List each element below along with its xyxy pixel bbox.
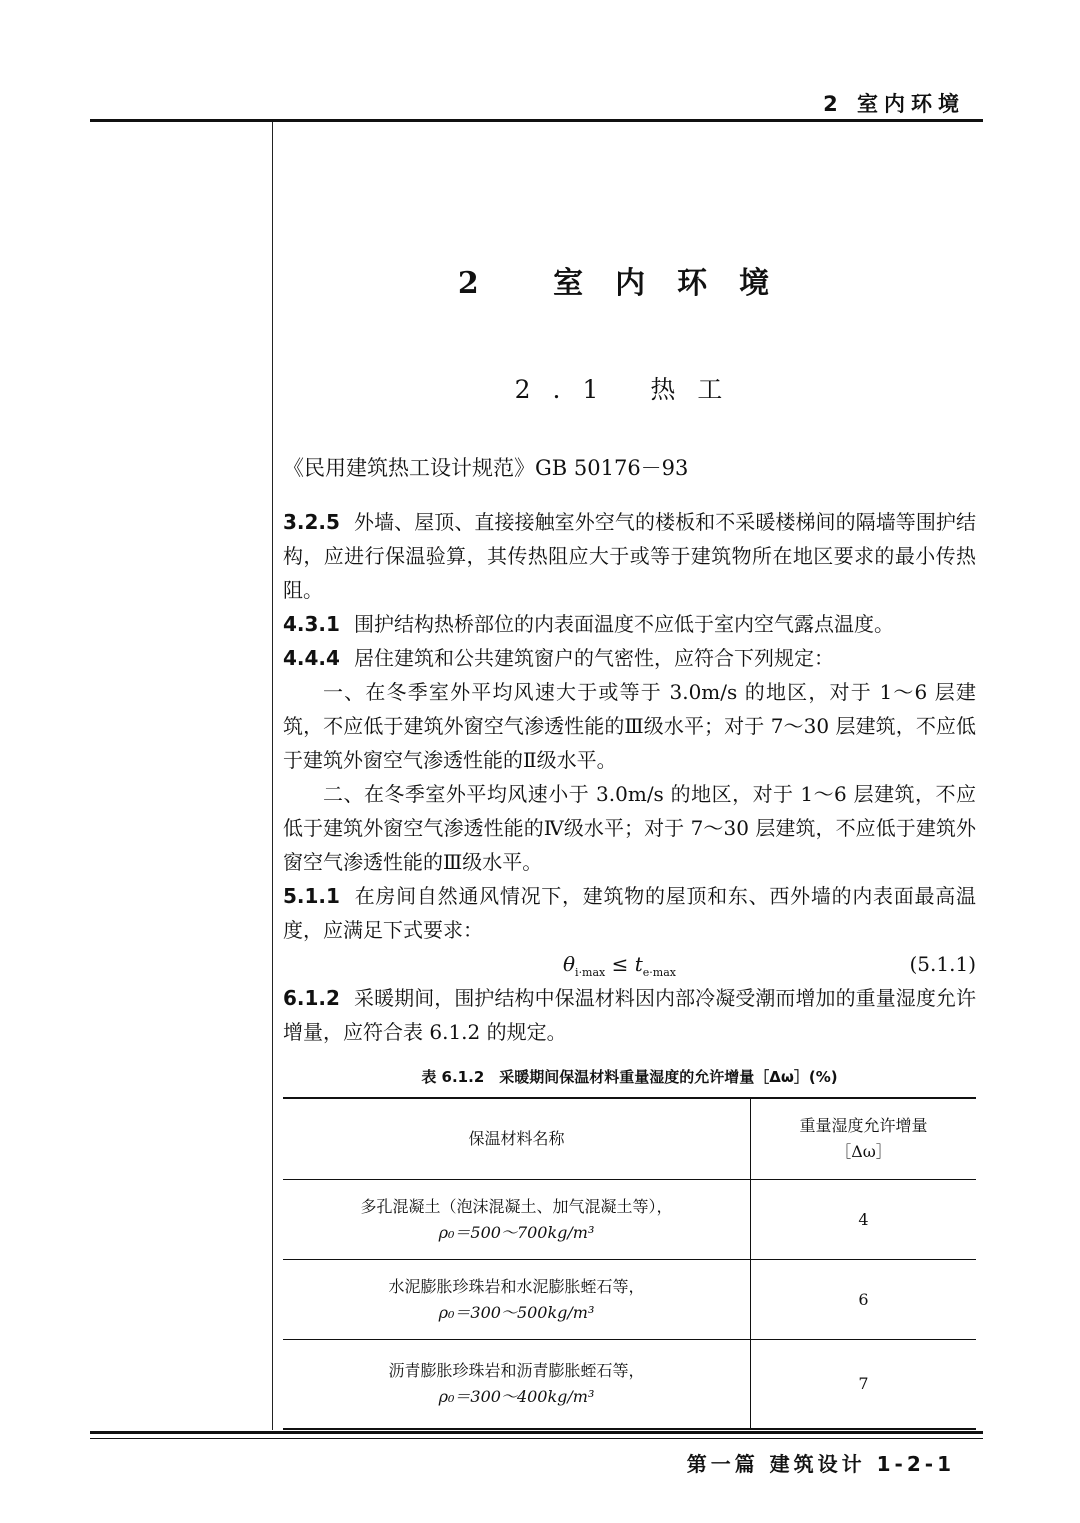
material-cell: 沥青膨胀珍珠岩和沥青膨胀蛭石等， ρ₀＝300～400kg/m³ (283, 1340, 751, 1430)
clause-text: 居住建筑和公共建筑窗户的气密性，应符合下列规定： (353, 646, 834, 670)
standard-reference: 《民用建筑热工设计规范》GB 50176－93 (283, 456, 689, 480)
clause-4-4-4-item-1: 一、在冬季室外平均风速大于或等于 3.0m/s 的地区，对于 1～6 层建筑，不应低于建筑外窗空气渗透性能的Ⅲ级水平；对于 7～30 层建筑，不应低于建筑外窗空气渗透性能的Ⅱ级水平。 (283, 680, 976, 772)
clause-4-3-1 (283, 607, 976, 641)
increment-cell: 6 (751, 1260, 977, 1340)
section-title: 2.1 热工 (514, 375, 745, 404)
moisture-table (283, 1097, 976, 1430)
margin-rule (272, 122, 273, 1430)
formula-expression: $\theta_{i\cdot max} \le t_{e\cdot max}$ (563, 952, 676, 979)
clause-3-2-5 (283, 505, 976, 607)
table-row (283, 1340, 976, 1430)
clause-text: 围护结构热桥部位的内表面温度不应低于室内空气露点温度。 (353, 612, 894, 636)
footer-rule-thin (90, 1438, 983, 1439)
clause-number: 3.2.5 (283, 510, 340, 534)
clause-text: 采暖期间，围护结构中保温材料因内部冷凝受潮而增加的重量湿度允许增量，应符合表 6.1.2 的规定。 (283, 986, 976, 1044)
clause-body (283, 505, 976, 1049)
clause-4-4-4-item-2: 二、在冬季室外平均风速小于 3.0m/s 的地区，对于 1～6 层建筑，不应低于建筑外窗空气渗透性能的Ⅳ级水平；对于 7～30 层建筑，不应低于建筑外窗空气渗透性能的Ⅲ级水平。 (283, 782, 976, 874)
increment-cell: 4 (751, 1180, 977, 1260)
chapter-title: 2 室内环境 (457, 266, 802, 301)
clause-6-1-2 (283, 981, 976, 1049)
footer-rule (90, 1431, 983, 1434)
clause-number: 6.1.2 (283, 986, 340, 1010)
clause-text: 在房间自然通风情况下，建筑物的屋顶和东、西外墙的内表面最高温度，应满足下式要求： (283, 884, 976, 942)
running-head: 2 室内环境 (823, 92, 965, 116)
clause-number: 4.4.4 (283, 646, 340, 670)
table-header-row (283, 1098, 976, 1180)
clause-number: 5.1.1 (283, 884, 340, 908)
clause-number: 4.3.1 (283, 612, 340, 636)
page-footer: 第一篇 建筑设计 1-2-1 (686, 1452, 955, 1476)
table-row (283, 1180, 976, 1260)
material-cell: 水泥膨胀珍珠岩和水泥膨胀蛭石等， ρ₀＝300～500kg/m³ (283, 1260, 751, 1340)
column-header-material: 保温材料名称 (283, 1098, 751, 1180)
table-row (283, 1260, 976, 1340)
increment-cell: 7 (751, 1340, 977, 1430)
column-header-increment: 重量湿度允许增量 ［Δω］ (751, 1098, 977, 1180)
clause-4-4-4 (283, 641, 976, 675)
clause-5-1-1 (283, 879, 976, 947)
formula-number: (5.1.1) (909, 952, 976, 976)
clause-text: 外墙、屋顶、直接接触室外空气的楼板和不采暖楼梯间的隔墙等围护结构，应进行保温验算，其传热阻应大于或等于建筑物所在地区要求的最小传热阻。 (283, 510, 976, 602)
header-rule (90, 119, 983, 122)
material-cell: 多孔混凝土（泡沫混凝土、加气混凝土等）， ρ₀＝500～700kg/m³ (283, 1180, 751, 1260)
table-caption: 表 6.1.2 采暖期间保温材料重量湿度的允许增量［Δω］(%) (421, 1068, 838, 1086)
formula-5-1-1 (283, 947, 976, 981)
